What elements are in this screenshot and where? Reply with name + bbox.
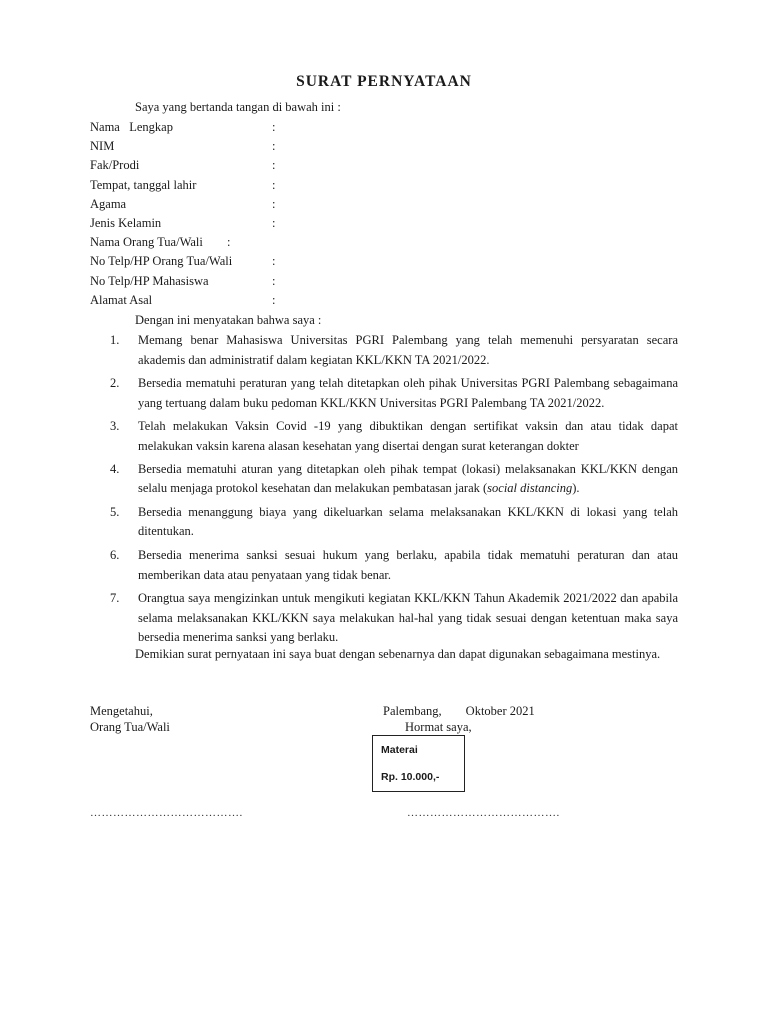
stamp-value: Rp. 10.000,- [381,771,440,783]
statement-italic-term: social distancing [487,481,573,496]
statement-number: 7. [110,591,120,606]
field-label: NIM [90,139,115,153]
field-label: Jenis Kelamin [90,216,162,230]
statement-text [138,417,678,456]
field-label: No Telp/HP Orang Tua/Wali [90,254,233,268]
date-label: Oktober 2021 [465,704,535,718]
field-colon: : [272,178,276,192]
field-colon: : [272,139,276,153]
statement-text-body: Bersedia menanggung biaya yang dikeluarkan selama melaksanakan KKL/KKN di lokasi yang telah ditentukan. [138,504,678,539]
guardian-signature-line: …………………………………. [90,807,243,819]
field-label: Nama Orang Tua/Wali [90,235,203,249]
statement-text [138,331,678,370]
statement-item [90,460,678,499]
field-colon: : [272,120,276,134]
statement-text [138,374,678,413]
statement-text [138,503,678,542]
field-colon: : [272,254,276,268]
statement-text [138,460,678,499]
student-signature-block [383,703,535,735]
statement-text [138,589,678,648]
statement-list [90,331,678,648]
statement-number: 2. [110,376,120,391]
materai-stamp-box [372,735,465,792]
guardian-heading: Mengetahui, [90,704,153,718]
statement-item [90,331,678,370]
statement-item [90,503,678,542]
closing-paragraph: Demikian surat pernyataan ini saya buat dengan sebenarnya dan dapat digunakan sebagaimana mestinya. [135,647,661,661]
statement-text-body: Bersedia menerima sanksi sesuai hukum yang berlaku, apabila tidak mematuhi peraturan dan atau memberikan data atau penyataan yang tidak benar. [138,547,678,582]
field-colon: : [272,274,276,288]
statement-text-body: Bersedia mematuhi peraturan yang telah ditetapkan oleh pihak Universitas PGRI Palembang sebagaimana yang tertuang dalam buku pedoman KKL/KKN Universitas PGRI Palembang TA 2021/2022. [138,376,678,410]
statement-text-body: Bersedia mematuhi aturan yang ditetapkan oleh pihak tempat (lokasi) melaksanakan KKL/KKN dengan selalu menjaga protokol kesehatan dan melakukan pembatasan jarak ( [138,461,678,496]
field-label: No Telp/HP Mahasiswa [90,274,209,288]
place-label: Palembang, [383,704,442,718]
statement-text [138,546,678,585]
stamp-label: Materai [381,744,418,756]
intro-text: Saya yang bertanda tangan di bawah ini : [135,100,341,114]
statement-number: 3. [110,419,120,434]
statement-text-body: Orangtua saya mengizinkan untuk mengikuti kegiatan KKL/KKN Tahun Akademik 2021/2022 dan apabila selama melaksanakan KKL/KKN saya melakukan hal-hal yang tidak sesuai dengan ketentuan maka saya bersedia menerima sanksi yang berlaku. [138,591,678,645]
field-colon: : [272,197,276,211]
respect-label: Hormat saya, [405,720,472,734]
statement-item [90,417,678,456]
statement-item [90,374,678,413]
statement-text-body: Memang benar Mahasiswa Universitas PGRI Palembang yang telah memenuhi persyaratan secara akademis dan administratif dalam kegiatan KKL/KKN TA 2021/2022. [138,333,678,367]
field-colon: : [272,216,276,230]
statement-number: 6. [110,547,120,562]
field-colon: : [272,293,276,307]
field-label: Alamat Asal [90,293,153,307]
guardian-label: Orang Tua/Wali [90,720,170,734]
student-signature-line: …………………………………. [407,807,560,819]
field-label: Tempat, tanggal lahir [90,178,197,192]
statement-item [90,589,678,648]
statement-intro: Dengan ini menyatakan bahwa saya : [135,313,322,327]
field-colon: : [272,158,276,172]
field-label: Fak/Prodi [90,158,140,172]
field-label: Nama Lengkap [90,120,173,134]
field-colon: : [227,235,231,249]
document-title: SURAT PERNYATAAN [296,73,472,90]
statement-number: 4. [110,461,120,476]
statement-number: 1. [110,333,120,347]
statement-text-tail: ). [572,481,580,496]
statement-item [90,546,678,585]
field-label: Agama [90,197,127,211]
statement-text-body: Telah melakukan Vaksin Covid -19 yang dibuktikan dengan sertifikat vaksin dan atau tidak dapat melakukan vaksin karena alasan kesehatan yang disertai dengan surat keterangan dokter [138,419,678,453]
guardian-signature-block [90,703,170,735]
statement-number: 5. [110,504,120,519]
